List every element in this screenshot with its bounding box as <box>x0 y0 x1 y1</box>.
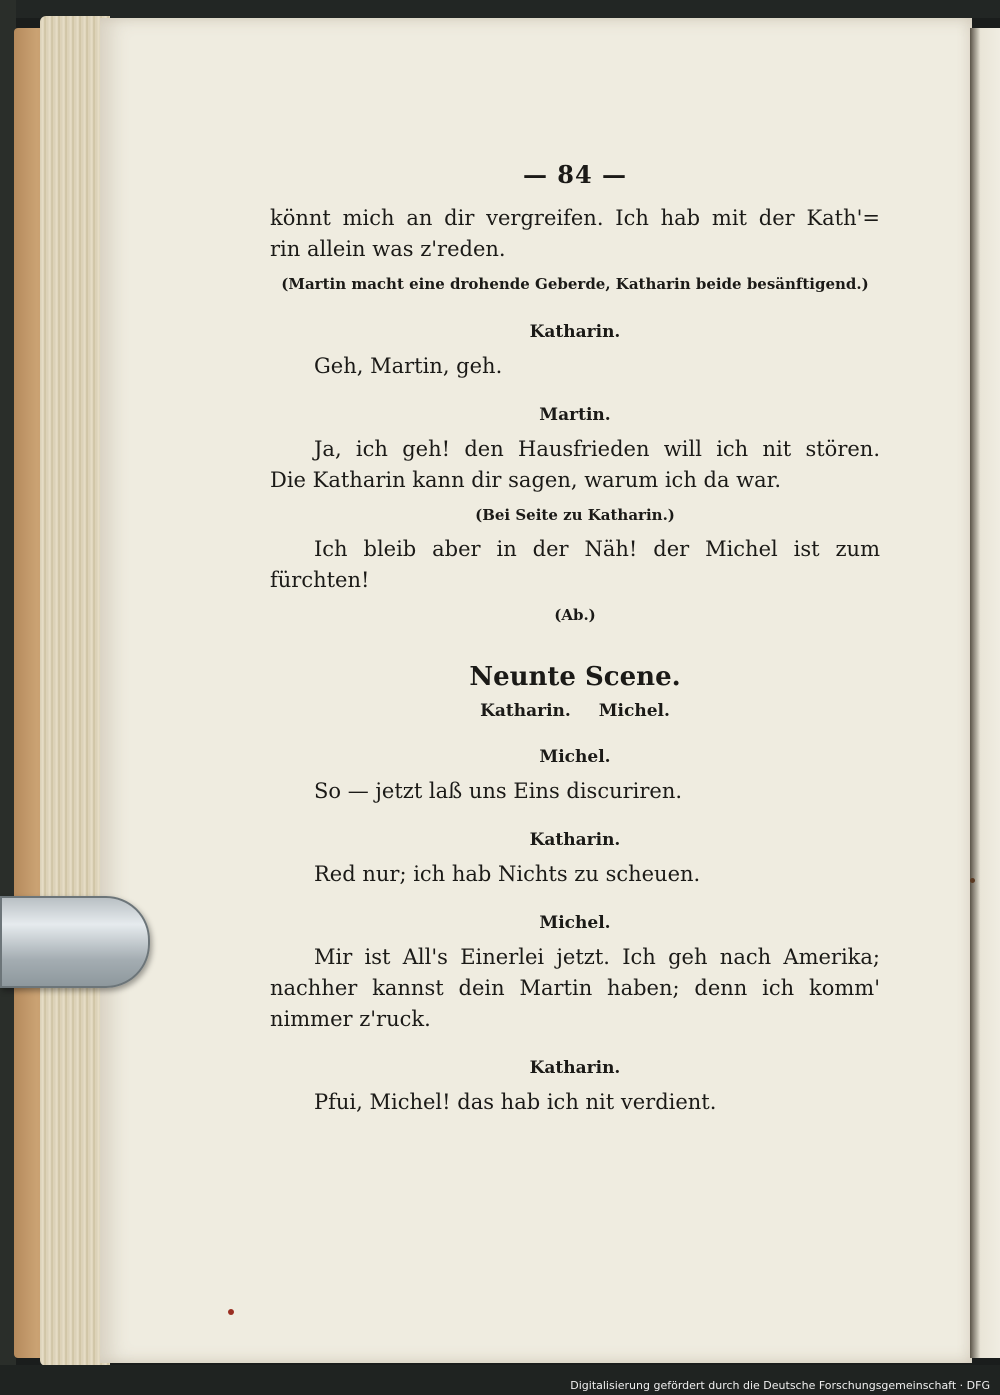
speaker-name: Katharin. <box>529 830 621 850</box>
page-clip <box>0 896 150 988</box>
speaker-name: Katharin. <box>529 322 621 342</box>
page-stain <box>970 878 975 883</box>
facing-page-edge <box>970 28 1000 1358</box>
text-line: Pfui, Michel! das hab ich nit verdient. <box>314 1090 717 1114</box>
text-line: könnt mich an dir vergreifen. Ich hab mit der Kath'= <box>270 206 880 230</box>
text-line: Mir ist All's Einerlei jetzt. Ich geh nach Amerika; <box>314 945 880 969</box>
text-line: nimmer z'ruck. <box>270 1007 431 1031</box>
stage-direction: (Bei Seite zu Katharin.) <box>475 506 675 524</box>
stage-direction: (Ab.) <box>554 606 596 624</box>
text-line: fürchten! <box>270 568 370 592</box>
text-line: nachher kannst dein Martin haben; denn ich komm' <box>270 976 880 1000</box>
speaker-name: Michel. <box>539 747 611 767</box>
text-line: Geh, Martin, geh. <box>314 354 503 378</box>
text-line: rin allein was z'reden. <box>270 237 506 261</box>
text-line: So — jetzt laß uns Eins discuriren. <box>314 779 683 803</box>
speaker-name: Katharin. <box>529 1058 621 1078</box>
page-number: — 84 — <box>522 160 628 189</box>
text-line: Red nur; ich hab Nichts zu scheuen. <box>314 862 701 886</box>
text-line: Ich bleib aber in der Näh! der Michel ist zum <box>314 537 880 561</box>
speaker-name: Martin. <box>539 405 611 425</box>
stage-direction: (Martin macht eine drohende Geberde, Katharin beide besänftigend.) <box>281 275 869 293</box>
text-line: Die Katharin kann dir sagen, warum ich da war. <box>270 468 782 492</box>
scene-title: Neunte Scene. <box>469 662 681 692</box>
page-text <box>270 160 880 1118</box>
text-line: Ja, ich geh! den Hausfrieden will ich nit stören. <box>314 437 880 461</box>
scan-background-top <box>16 0 1000 18</box>
footer-credit: Digitalisierung gefördert durch die Deutsche Forschungsgemeinschaft · DFG <box>570 1379 990 1392</box>
scene-characters: Katharin. Michel. <box>480 701 670 721</box>
footer-bar <box>0 1365 1000 1395</box>
speaker-name: Michel. <box>539 913 611 933</box>
page-stain <box>228 1309 234 1315</box>
